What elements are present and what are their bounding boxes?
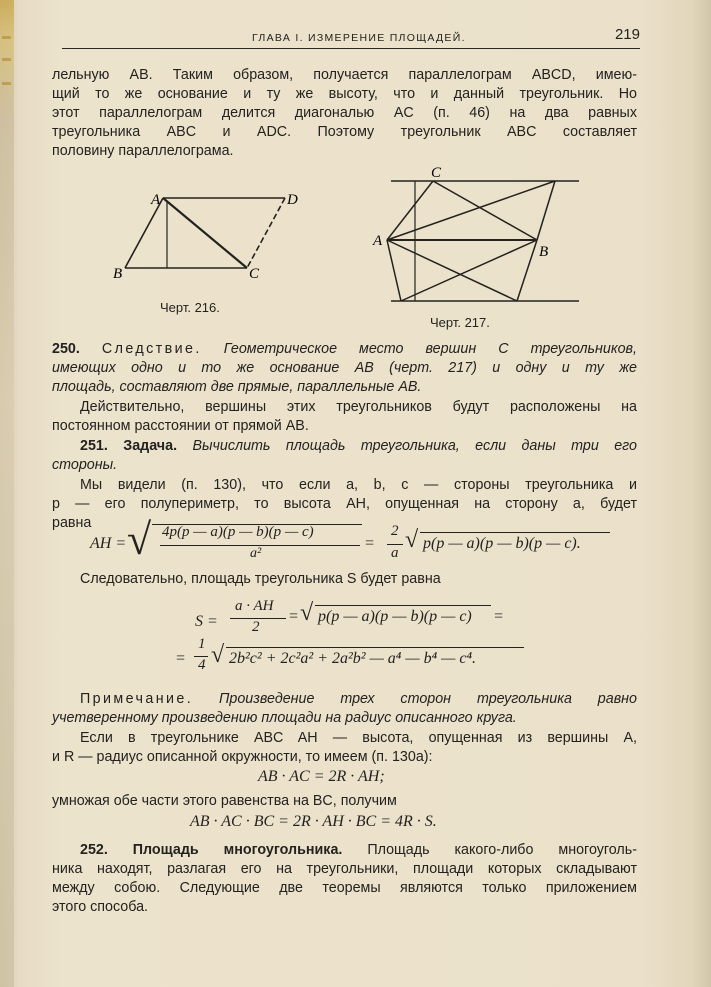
text-line: между собою. Следующие две теоремы являются только приложением [52, 880, 637, 896]
chapter-title: ГЛАВА I. ИЗМЕРЕНИЕ ПЛОЩАДЕЙ. [252, 32, 466, 44]
fraction-denominator: a² [250, 546, 262, 561]
formula-text: p(p — a)(p — b)(p — c) [318, 608, 472, 625]
text-line: и R — радиус описанной окружности, то имеем (п. 130a): [52, 749, 433, 765]
line-B-bot1 [401, 240, 537, 301]
label-A: A [151, 192, 161, 208]
running-header [62, 26, 640, 49]
formula-text: = [175, 650, 186, 667]
label-B: B [539, 244, 549, 260]
text-line [80, 841, 637, 859]
text-line [80, 437, 637, 455]
line-AB [125, 198, 163, 268]
label-C: C [249, 266, 260, 282]
radical-sign: √ [300, 600, 314, 626]
label-B: B [113, 266, 123, 282]
text-line: стороны. [52, 457, 118, 473]
radical-bar [226, 647, 524, 648]
fraction-numerator: a · AH [235, 598, 274, 614]
text-line: учетверенному произведению площади на радиус описанного круга. [52, 710, 517, 726]
section-word: Задача. [123, 438, 178, 454]
formula-abc: AB · AC · BC = 2R · AH · BC = 4R · S. [190, 813, 437, 830]
line-A-bot2 [387, 240, 517, 301]
spine-mark [2, 82, 11, 85]
text-line [80, 690, 637, 708]
section-number: 252. [80, 842, 108, 858]
fraction-denominator: 4 [198, 657, 206, 673]
section-text: Площадь какого-либо многоуголь- [367, 842, 637, 858]
line-DC [247, 198, 285, 268]
line-A-top2 [387, 181, 555, 240]
text-line [52, 340, 637, 358]
text-line: треугольника ABC и ADC. Поэтому треугольник ABC составляет [52, 124, 637, 140]
line-B-top1 [433, 181, 537, 240]
note-word: Примечание. [80, 691, 194, 707]
radical-sign: √ [405, 527, 419, 553]
text-line: Мы видели (п. 130), что если a, b, c — стороны треугольника и [80, 477, 637, 493]
fraction-numerator: 1 [198, 636, 206, 652]
page-number: 219 [614, 26, 640, 43]
line-B-top2 [537, 181, 555, 240]
section-number: 250. [52, 341, 80, 357]
text-line: площадь, составляют две прямые, параллельные AB. [52, 379, 422, 395]
caption-217: Черт. 217. [430, 315, 490, 330]
text-line: этот параллелограм делится диагональю AC (п. 46) на два равных [52, 105, 637, 121]
radical-sign: √ [211, 642, 225, 668]
fraction-denominator: 2 [252, 619, 260, 635]
section-number: 251. [80, 438, 108, 454]
label-C: C [431, 165, 442, 181]
caption-216: Черт. 216. [160, 300, 220, 315]
fraction-numerator: 4p(p — a)(p — b)(p — c) [162, 524, 314, 540]
page-spine [0, 0, 14, 987]
label-D: D [287, 192, 298, 208]
text-line: щий то же основание и ту же высоту, что и данный треугольник. Но [52, 86, 637, 102]
formula-text: AH = [90, 535, 127, 552]
text-line: имеющих одно и то же основание AB (черт. 217) и одну и ту же [52, 360, 637, 376]
text-line: равна [52, 515, 92, 531]
text-line: постоянном расстоянии от прямой AB. [52, 418, 309, 434]
text-line: лельную АВ. Таким образом, получается параллелограм ABCD, имею- [52, 67, 637, 83]
formula-text: 2b²c² + 2c²a² + 2a²b² — a⁴ — b⁴ — c⁴. [229, 650, 477, 667]
text-line: этого способа. [52, 899, 149, 915]
task-text: Вычислить площадь треугольника, если даны три его [192, 438, 637, 454]
fraction-numerator: 2 [391, 523, 399, 539]
text-line: умножая обе части этого равенства на BC, получим [52, 793, 397, 809]
radical-bar [315, 605, 491, 606]
line-A-bot1 [387, 240, 401, 301]
text-line: p — его полупериметр, то высота AH, опущенная на сторону a, будет [52, 496, 637, 512]
note-text: Произведение трех сторон треугольника равно [219, 691, 637, 707]
text-line: ника находят, разлагая его на треугольники, площади которых складывают [52, 861, 637, 877]
section-word: Следствие. [101, 341, 202, 357]
label-A: A [373, 233, 383, 249]
formula-text: = [364, 535, 375, 552]
figure-217 [365, 165, 595, 305]
radical-bar [420, 532, 610, 533]
line-B-bot2 [517, 240, 537, 301]
formula-text: = [288, 608, 299, 625]
fraction-denominator: a [391, 545, 399, 561]
section-title: Площадь многоугольника. [132, 842, 343, 858]
figure-216 [105, 180, 325, 290]
formula-text: = [493, 608, 504, 625]
formula-text: S = [195, 613, 218, 630]
radical-sign: √ [127, 515, 152, 564]
statement-text: Геометрическое место вершин C треугольников, [223, 341, 637, 357]
text-line: Действительно, вершины этих треугольников будут расположены на [80, 399, 637, 415]
line-AC [163, 198, 247, 268]
text-line: Если в треугольнике ABC AH — высота, опущенная из вершины A, [80, 730, 637, 746]
formula-ab-ac: AB · AC = 2R · AH; [258, 768, 385, 785]
spine-mark [2, 58, 11, 61]
text-line: половину параллелограма. [52, 143, 234, 159]
text-line: Следовательно, площадь треугольника S будет равна [80, 571, 441, 587]
spine-mark [2, 36, 11, 39]
formula-text: p(p — a)(p — b)(p — c). [423, 535, 581, 552]
